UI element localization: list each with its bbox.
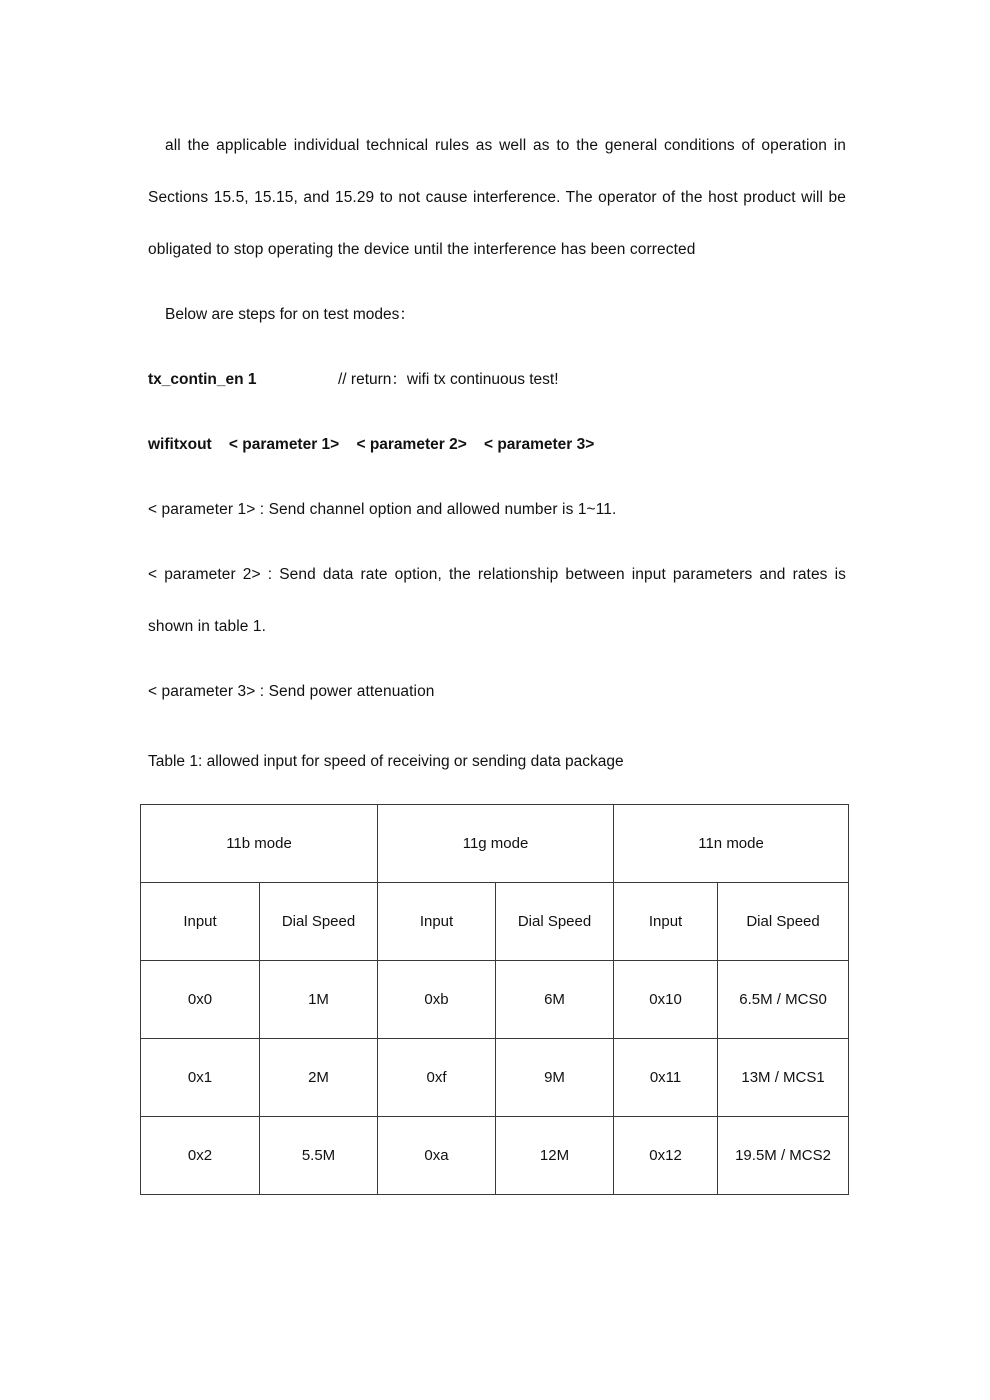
parameter-3-description: < parameter 3> : Send power attenuation — [148, 683, 435, 700]
table-row-mode-headers — [141, 805, 849, 883]
table-cell-dialspeed-11b: 5.5M — [260, 1117, 378, 1195]
parameter-2-description: < parameter 2> : Send data rate option, the relationship between input parameters and rates is shown in table 1. — [148, 566, 846, 635]
spacer — [148, 341, 846, 354]
table-header-11g-mode: 11g mode — [378, 805, 614, 883]
table-cell-dialspeed-11n: 13M / MCS1 — [718, 1039, 849, 1117]
table-cell-dialspeed-11n: 6.5M / MCS0 — [718, 961, 849, 1039]
table-subheader-dialspeed-11b: Dial Speed — [260, 883, 378, 961]
table-cell-dialspeed-11n: 19.5M / MCS2 — [718, 1117, 849, 1195]
table-cell-input-11b: 0x2 — [141, 1117, 260, 1195]
table-cell-dialspeed-11g: 6M — [496, 961, 614, 1039]
spacer — [148, 276, 846, 289]
table-cell-input-11g: 0xb — [378, 961, 496, 1039]
table-header-11n-mode: 11n mode — [614, 805, 849, 883]
table-cell-dialspeed-11b: 2M — [260, 1039, 378, 1117]
table-cell-input-11g: 0xa — [378, 1117, 496, 1195]
spacer — [148, 471, 846, 484]
table-cell-input-11n: 0x10 — [614, 961, 718, 1039]
table-cell-dialspeed-11g: 12M — [496, 1117, 614, 1195]
table-cell-input-11g: 0xf — [378, 1039, 496, 1117]
table-cell-input-11n: 0x12 — [614, 1117, 718, 1195]
spacer — [148, 406, 846, 419]
table-row — [141, 1039, 849, 1117]
spacer — [148, 536, 846, 549]
intro-paragraph: all the applicable individual technical rules as well as to the general conditions of operation in Sections 15.5, 15.15, and 15.29 to not cause interference. The operator of the host product will be obligated to stop operating the device until the interference has been corrected — [148, 137, 846, 258]
table-row-sub-headers — [141, 883, 849, 961]
table-cell-input-11b: 0x1 — [141, 1039, 260, 1117]
table-cell-input-11b: 0x0 — [141, 961, 260, 1039]
command-wifitxout-line: wifitxout < parameter 1> < parameter 2> < parameter 3> — [148, 436, 595, 453]
table-cell-input-11n: 0x11 — [614, 1039, 718, 1117]
rate-table — [140, 804, 849, 1195]
table-cell-dialspeed-11g: 9M — [496, 1039, 614, 1117]
table-header-11b-mode: 11b mode — [141, 805, 378, 883]
command-tx-contin-row — [148, 354, 846, 406]
table-subheader-dialspeed-11g: Dial Speed — [496, 883, 614, 961]
command-tx-contin-name: tx_contin_en 1 — [148, 371, 257, 388]
table-row — [141, 1117, 849, 1195]
table-subheader-input-11b: Input — [141, 883, 260, 961]
table-subheader-input-11n: Input — [614, 883, 718, 961]
spacer — [148, 653, 846, 666]
parameter-1-description: < parameter 1> : Send channel option and allowed number is 1~11. — [148, 501, 617, 518]
table-subheader-dialspeed-11n: Dial Speed — [718, 883, 849, 961]
table-caption: Table 1: allowed input for speed of receiving or sending data package — [148, 753, 624, 770]
spacer — [148, 718, 846, 742]
table-row — [141, 961, 849, 1039]
below-steps-line: Below are steps for on test modes： — [165, 306, 415, 323]
table-subheader-input-11g: Input — [378, 883, 496, 961]
page-content — [148, 120, 846, 1195]
command-tx-contin-comment: // return：wifi tx continuous test! — [338, 371, 559, 388]
table-cell-dialspeed-11b: 1M — [260, 961, 378, 1039]
